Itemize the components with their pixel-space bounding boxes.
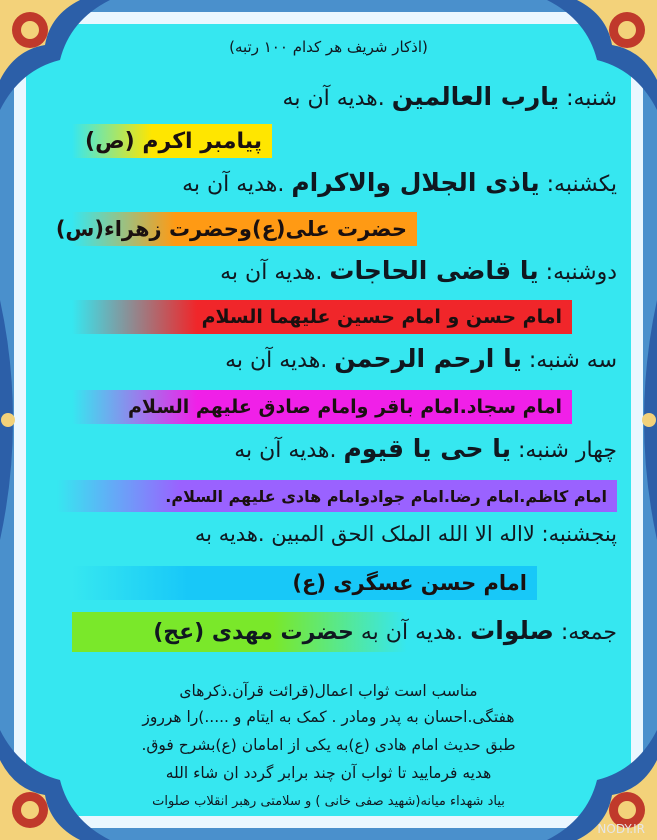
recipient-text: پیامبر اکرم (ص) — [85, 128, 262, 154]
day-line-wednesday — [234, 434, 617, 463]
recipient-bar-tuesday — [72, 390, 572, 424]
zikr-text: یاذی الجلال والاکرام — [291, 168, 540, 197]
recipient-text: امام سجاد.امام باقر وامام صادق علیهم السلام — [127, 396, 562, 418]
page-header: (اذکار شریف هر کدام ۱۰۰ رتبه) — [229, 38, 428, 56]
zikr-text: یا قاضی الحاجات — [329, 256, 539, 285]
day-label: دوشنبه: — [545, 260, 617, 285]
recipient-bar-saturday — [72, 124, 272, 158]
day-label: یکشنبه: — [546, 172, 617, 197]
day-label: چهار شنبه: — [518, 438, 617, 463]
dedication-text: .هدیه آن به — [225, 348, 328, 373]
day-label: جمعه: — [560, 620, 617, 645]
zikr-text: یا ارحم الرحمن — [334, 344, 522, 373]
dedication-text: .هدیه آن به — [220, 260, 323, 285]
dedication-text: .هدیه آن به — [234, 438, 337, 463]
footer-line-2: هفتگی.احسان به پدر ومادر . کمک به ایتام و .....)را هرروز — [142, 708, 515, 726]
side-ornament-right — [631, 300, 657, 540]
zikr-text: یا حی یا قیوم — [343, 434, 512, 463]
recipient-bar-monday — [72, 300, 572, 334]
day-line-saturday — [283, 82, 617, 111]
day-line-tuesday — [225, 344, 617, 373]
day-line-sunday — [182, 168, 617, 197]
footer-line-5: بیاد شهداء میانه(شهید صفی خانی ) و سلامتی رهبر انقلاب صلوات — [152, 794, 505, 809]
watermark: NODY.IR — [597, 822, 645, 836]
day-label: سه شنبه: — [528, 348, 617, 373]
footer-line-4: هدیه فرمایید تا ثواب آن چند برابر گردد ان شاء الله — [165, 764, 492, 782]
recipient-text: حضرت مهدی (عج) — [153, 620, 354, 645]
day-line-friday — [153, 616, 617, 645]
day-label: شنبه: — [566, 86, 617, 111]
recipient-text: امام حسن عسگری (ع) — [292, 571, 527, 595]
recipient-text: امام کاظم.امام رضا.امام جوادوامام هادی علیهم السلام. — [165, 486, 607, 506]
recipient-text: حضرت علی(ع)وحضرت زهراء(س) — [55, 217, 407, 241]
footer-line-1: مناسب است ثواب اعمال(قرائت قرآن.ذکرهای — [179, 682, 478, 700]
dedication-text: .هدیه آن به — [360, 620, 464, 645]
dedication-text: .هدیه به — [194, 522, 265, 546]
recipient-bar-wednesday — [57, 480, 617, 512]
zikr-text: صلوات — [470, 616, 554, 645]
day-line-monday — [220, 256, 617, 285]
zikr-text: یارب العالمین — [391, 82, 560, 111]
dedication-text: .هدیه آن به — [182, 172, 285, 197]
dedication-text: .هدیه آن به — [282, 86, 385, 111]
side-ornament-left — [0, 300, 26, 540]
day-line-thursday — [195, 522, 617, 546]
zikr-text: لااله الا الله الملک الحق المبین — [271, 522, 535, 546]
recipient-text: امام حسن و امام حسین علیهما السلام — [201, 306, 562, 328]
day-label: پنجشنبه: — [541, 522, 617, 546]
recipient-bar-thursday — [72, 566, 537, 600]
footer-line-3: طبق حدیث امام هادی (ع)به یکی از امامان (ع)بشرح فوق. — [141, 736, 516, 754]
recipient-bar-sunday — [55, 212, 417, 246]
